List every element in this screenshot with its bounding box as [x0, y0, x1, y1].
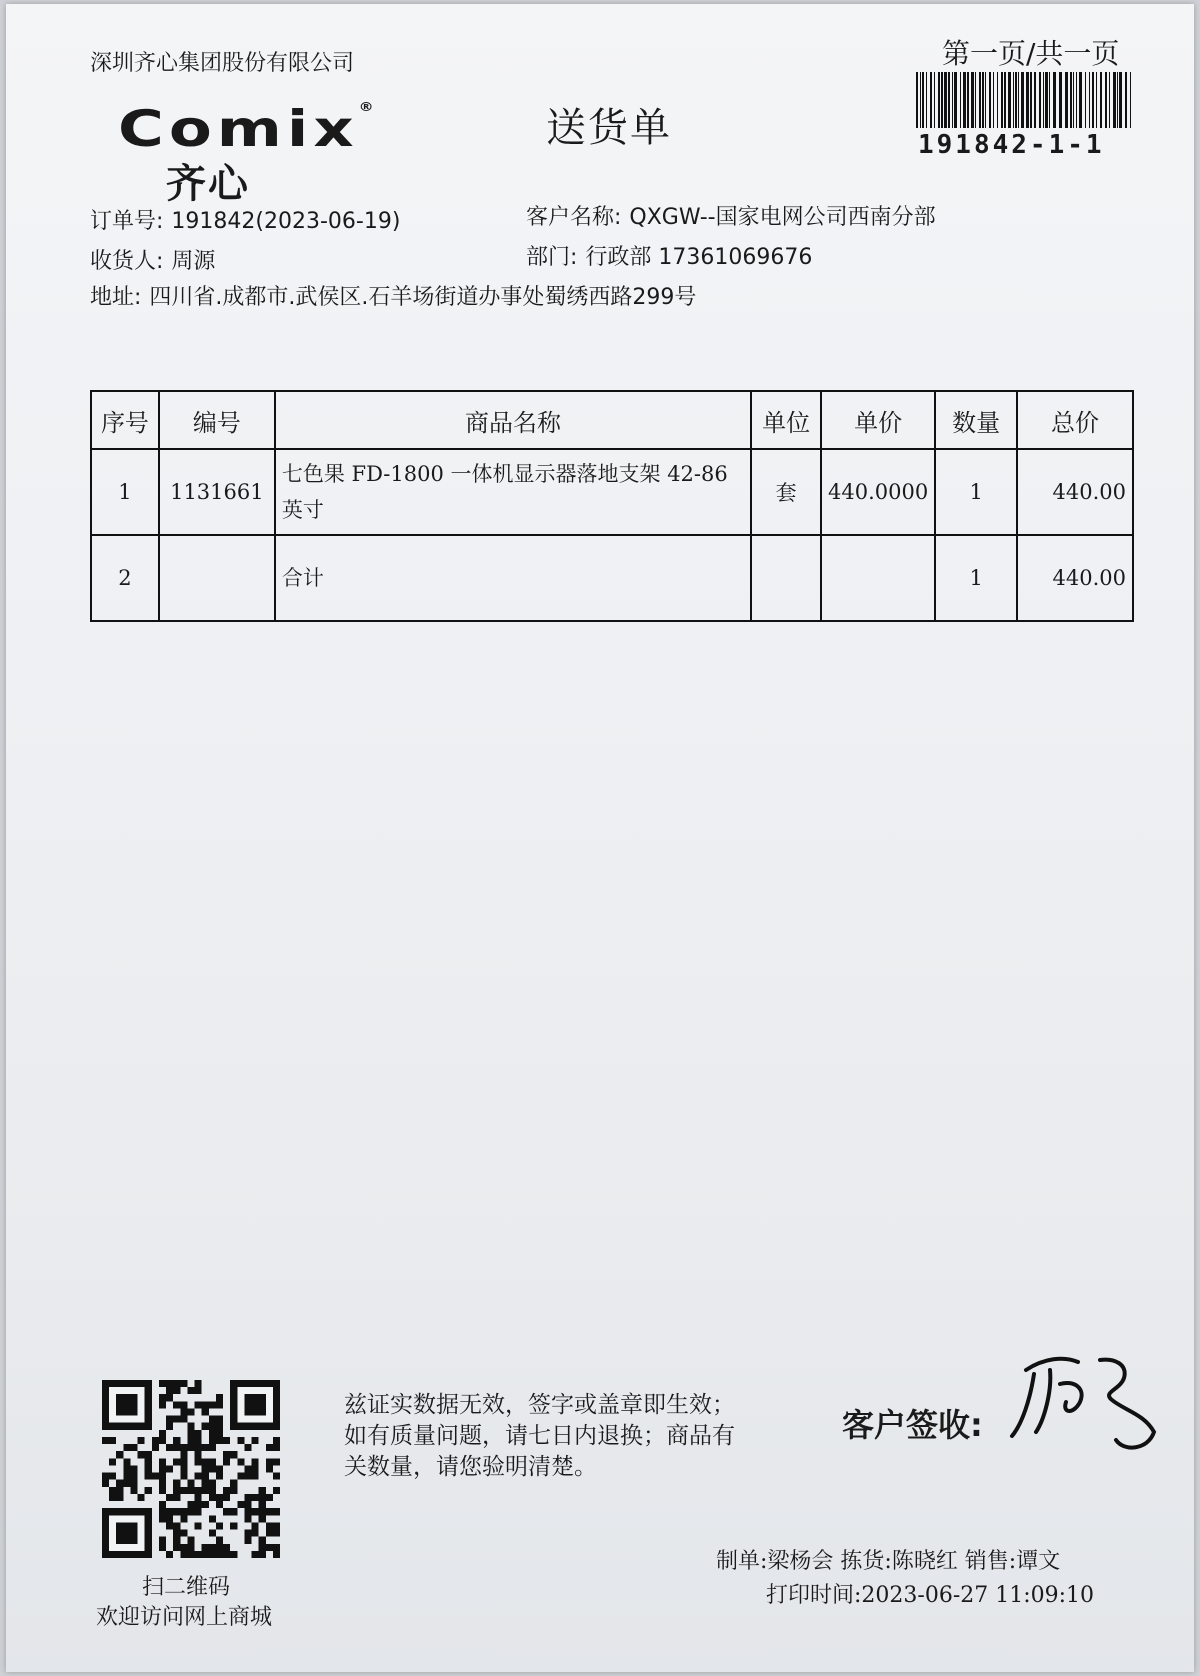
receiver-label: 收货人: [90, 249, 164, 274]
table-header-row [91, 391, 1133, 449]
comix-logo: Comix® [118, 100, 379, 158]
cell-unit [751, 535, 821, 621]
print-time: 打印时间:2023-06-27 11:09:10 [766, 1583, 1095, 1608]
header-quantity: 数量 [935, 391, 1017, 449]
order-label: 订单号: [90, 209, 164, 234]
barcode [916, 72, 1132, 128]
header-code: 编号 [159, 391, 275, 449]
page-indicator: 第一页/共一页 [942, 37, 1120, 70]
cell-total: 440.00 [1017, 449, 1133, 535]
table-row [91, 449, 1133, 535]
qr-code [102, 1380, 280, 1558]
header-total: 总价 [1017, 391, 1133, 449]
cell-quantity: 1 [935, 535, 1017, 621]
dept-value: 行政部 17361069676 [585, 245, 813, 270]
cell-seq: 2 [91, 535, 159, 621]
cell-total: 440.00 [1017, 535, 1133, 621]
header-seq: 序号 [91, 391, 159, 449]
delivery-note-paper [6, 4, 1194, 1672]
address-label: 地址: [90, 285, 142, 310]
header-product-name: 商品名称 [275, 391, 751, 449]
qr-caption-scan: 扫二维码 [142, 1575, 231, 1600]
cell-code: 1131661 [159, 449, 275, 535]
cell-product-name: 合计 [275, 535, 751, 621]
address [90, 280, 696, 311]
header-unit: 单位 [751, 391, 821, 449]
company-name: 深圳齐心集团股份有限公司 [90, 51, 355, 76]
barcode-number: 191842-1-1 [918, 130, 1105, 160]
dept-label: 部门: [526, 245, 578, 270]
document-title: 送货单 [546, 105, 672, 151]
order-number [90, 204, 400, 235]
comix-logo-chinese: 齐心 [166, 161, 250, 207]
receiver [90, 244, 215, 275]
cell-code [159, 535, 275, 621]
cell-unit-price: 440.0000 [821, 449, 935, 535]
staff-line: 制单:梁杨会 拣货:陈晓红 销售:谭文 [716, 1549, 1061, 1574]
receiver-value: 周源 [171, 249, 216, 274]
customer-name [526, 200, 936, 231]
customer-label: 客户名称: [526, 205, 622, 230]
address-value: 四川省.成都市.武侯区.石羊场街道办事处蜀绣西路299号 [149, 285, 697, 310]
cell-unit-price [821, 535, 935, 621]
cell-product-name: 七色果 FD-1800 一体机显示器落地支架 42-86英寸 [275, 449, 751, 535]
cell-unit: 套 [751, 449, 821, 535]
department [526, 240, 812, 271]
table-row-summary [91, 535, 1133, 621]
notice-text: 兹证实数据无效，签字或盖章即生效；如有质量问题，请七日内退换；商品有关数量，请您验明清楚。 [344, 1392, 735, 1480]
cell-seq: 1 [91, 449, 159, 535]
customer-value: QXGW--国家电网公司西南分部 [629, 205, 936, 230]
items-table [90, 390, 1134, 622]
cell-quantity: 1 [935, 449, 1017, 535]
header-unit-price: 单价 [821, 391, 935, 449]
handwritten-signature [1004, 1340, 1164, 1460]
order-value: 191842(2023-06-19) [171, 209, 401, 234]
customer-signature-label: 客户签收: [842, 1406, 983, 1444]
qr-caption-store: 欢迎访问网上商城 [96, 1605, 273, 1630]
